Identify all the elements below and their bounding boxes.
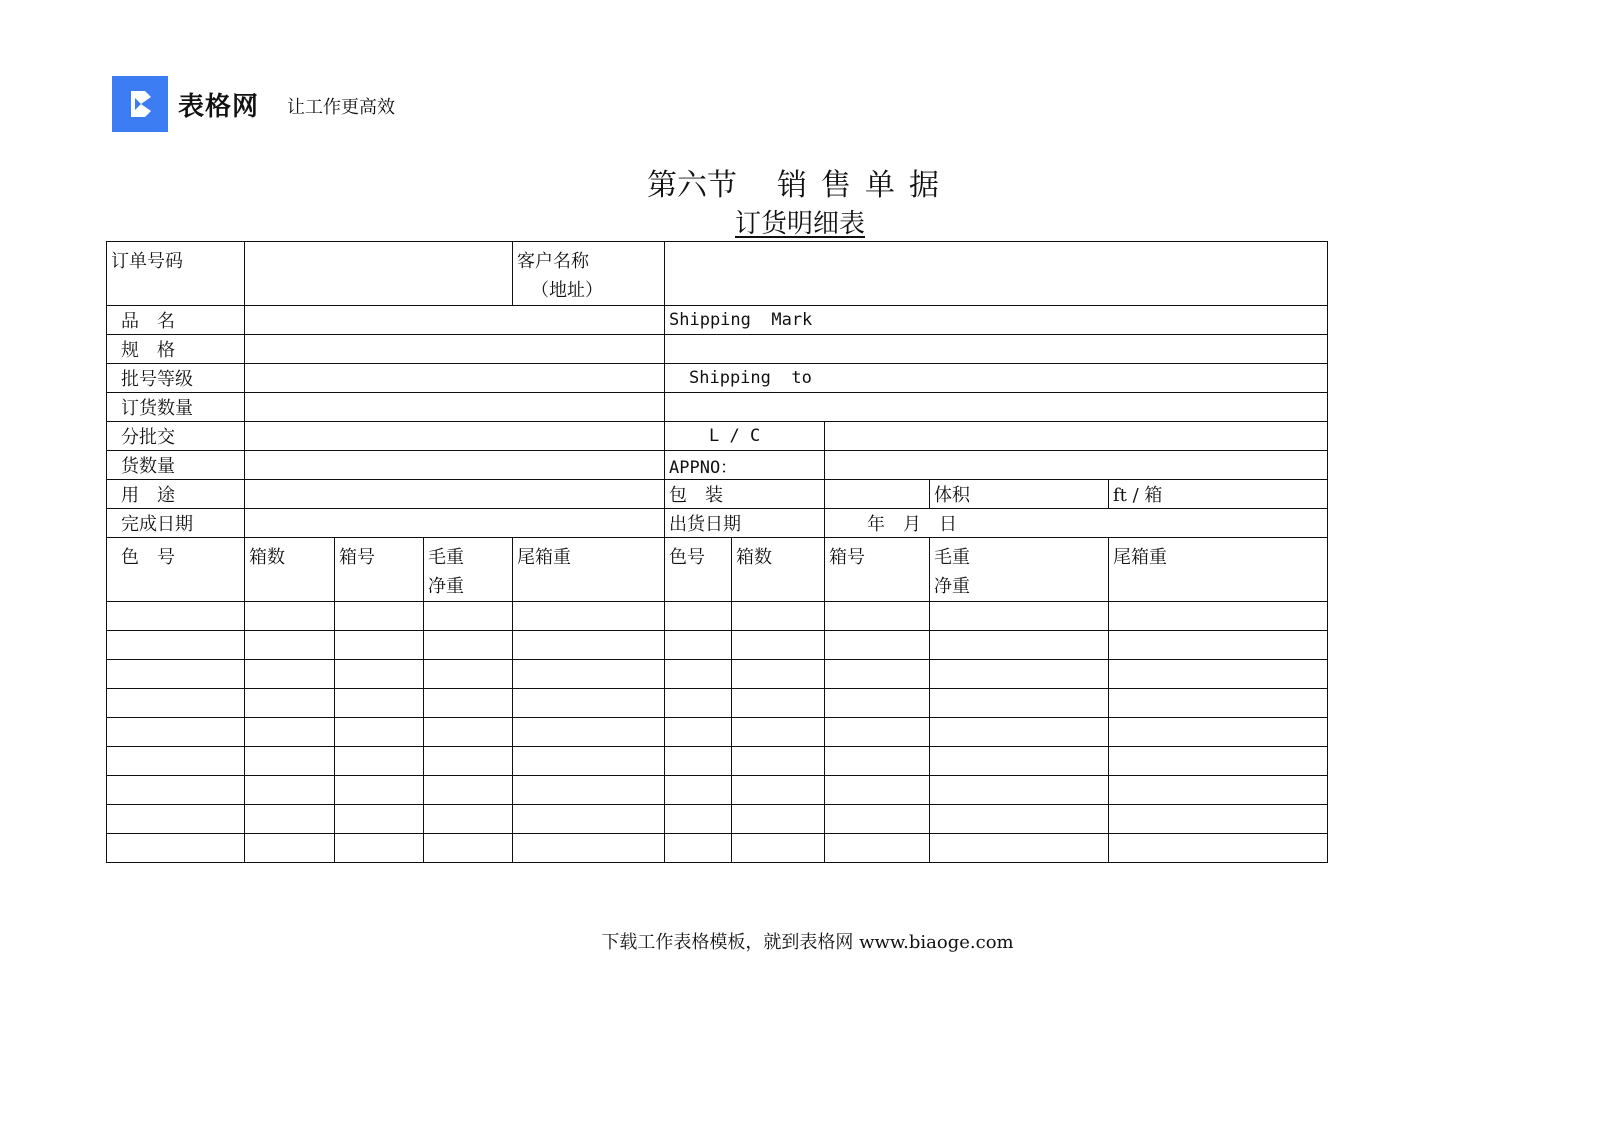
cell[interactable] [1109, 602, 1328, 631]
cell[interactable] [107, 805, 245, 834]
page-title [0, 160, 1600, 204]
cell[interactable] [930, 776, 1109, 805]
cell[interactable] [732, 747, 825, 776]
cell[interactable] [930, 747, 1109, 776]
batch-grade-field[interactable] [245, 364, 665, 393]
cell[interactable] [107, 660, 245, 689]
shipping-mark-label: Shipping Mark [665, 306, 1328, 335]
cell[interactable] [424, 718, 513, 747]
lc-label: L / C [665, 422, 825, 451]
cell[interactable] [107, 834, 245, 863]
table-row [107, 834, 1328, 863]
detail-header-row [107, 538, 1328, 602]
spec-field[interactable] [245, 335, 665, 364]
table-row [107, 393, 1328, 422]
footer-text: 下载工作表格模板，就到表格网 www.biaoge.com [601, 932, 1014, 953]
cell[interactable] [513, 660, 665, 689]
cell[interactable] [825, 689, 930, 718]
table-row [107, 660, 1328, 689]
customer-name-label [513, 242, 665, 306]
table-row [107, 718, 1328, 747]
order-qty-label: 订货数量 [107, 393, 245, 422]
cell[interactable] [930, 602, 1109, 631]
subtitle-text: 订货明细表 [734, 209, 865, 239]
cell[interactable] [335, 805, 424, 834]
cell[interactable] [1109, 776, 1328, 805]
cell[interactable] [335, 718, 424, 747]
table-row [107, 805, 1328, 834]
cell[interactable] [424, 776, 513, 805]
header-net-weight: 净重 [428, 576, 464, 597]
biaoge-logo-icon [112, 76, 168, 132]
header-gross-weight-2: 毛重 [934, 547, 970, 568]
batch-grade-label: 批号等级 [107, 364, 245, 393]
cell[interactable] [424, 689, 513, 718]
cell[interactable] [107, 776, 245, 805]
cell[interactable] [732, 660, 825, 689]
header-color-no: 色 号 [107, 538, 245, 602]
cell[interactable] [930, 834, 1109, 863]
cell[interactable] [825, 718, 930, 747]
cell[interactable] [732, 631, 825, 660]
cell[interactable] [825, 602, 930, 631]
cell[interactable] [245, 805, 335, 834]
ship-date-label: 出货日期 [665, 509, 825, 538]
cell[interactable] [930, 689, 1109, 718]
table-row [107, 689, 1328, 718]
cell[interactable] [1109, 834, 1328, 863]
cell[interactable] [335, 689, 424, 718]
customer-name-field[interactable] [665, 242, 1328, 306]
cell[interactable] [732, 689, 825, 718]
cell[interactable] [930, 660, 1109, 689]
table-row [107, 509, 1328, 538]
cell[interactable] [513, 805, 665, 834]
customer-addr-text: （地址） [531, 280, 603, 301]
cell[interactable] [1109, 718, 1328, 747]
shipping-mark-field[interactable] [665, 335, 1328, 364]
header-tail-box-weight: 尾箱重 [513, 538, 665, 602]
table-row [107, 480, 1328, 509]
cell[interactable] [335, 834, 424, 863]
table-row [107, 602, 1328, 631]
cell[interactable] [245, 747, 335, 776]
cell[interactable] [424, 747, 513, 776]
cell[interactable] [665, 747, 732, 776]
brand-slogan: 让工作更高效 [287, 97, 396, 118]
page-subtitle [0, 203, 1600, 240]
cell[interactable] [665, 689, 732, 718]
cell[interactable] [665, 776, 732, 805]
order-detail-table [106, 241, 1328, 863]
header-box-no-2: 箱号 [825, 538, 930, 602]
partial-delivery-field[interactable] [245, 422, 665, 451]
cell[interactable] [245, 776, 335, 805]
cell[interactable] [335, 602, 424, 631]
order-no-label: 订单号码 [107, 242, 245, 306]
cell[interactable] [930, 631, 1109, 660]
brand-header [112, 76, 395, 132]
cell[interactable] [825, 805, 930, 834]
cell[interactable] [930, 718, 1109, 747]
volume-label: 体积 [930, 480, 1109, 509]
cell[interactable] [513, 602, 665, 631]
cell[interactable] [665, 631, 732, 660]
table-row [107, 242, 1328, 306]
title-section: 第六节 [647, 168, 737, 203]
table-row [107, 335, 1328, 364]
appno-label: APPNO： [665, 451, 825, 480]
cell[interactable] [665, 718, 732, 747]
lc-field[interactable] [825, 422, 1328, 451]
finish-date-field[interactable] [245, 509, 665, 538]
brand-name: 表格网 [178, 91, 260, 122]
goods-qty-label: 货数量 [107, 451, 245, 480]
cell[interactable] [245, 631, 335, 660]
order-qty-field[interactable] [245, 393, 665, 422]
customer-name-text: 客户名称 [517, 251, 589, 272]
cell[interactable] [825, 660, 930, 689]
cell[interactable] [107, 689, 245, 718]
appno-field[interactable] [825, 451, 1328, 480]
cell[interactable] [424, 834, 513, 863]
cell[interactable] [1109, 747, 1328, 776]
cell[interactable] [732, 602, 825, 631]
table-row [107, 364, 1328, 393]
cell[interactable] [513, 631, 665, 660]
packing-field[interactable] [825, 480, 930, 509]
cell[interactable] [107, 747, 245, 776]
cell[interactable] [245, 834, 335, 863]
cell[interactable] [825, 834, 930, 863]
cell[interactable] [1109, 689, 1328, 718]
table-row [107, 747, 1328, 776]
cell[interactable] [107, 602, 245, 631]
cell[interactable] [335, 747, 424, 776]
header-net-weight-2: 净重 [934, 576, 970, 597]
cell[interactable] [424, 602, 513, 631]
table-row [107, 422, 1328, 451]
cell[interactable] [245, 660, 335, 689]
header-gross-weight: 毛重 [428, 547, 464, 568]
cell[interactable] [665, 805, 732, 834]
partial-delivery-label: 分批交 [107, 422, 245, 451]
cell[interactable] [335, 631, 424, 660]
cell[interactable] [513, 776, 665, 805]
table-row [107, 451, 1328, 480]
cell[interactable] [424, 631, 513, 660]
product-name-field[interactable] [245, 306, 665, 335]
cell[interactable] [1109, 805, 1328, 834]
table-row [107, 776, 1328, 805]
cell[interactable] [107, 631, 245, 660]
cell[interactable] [424, 660, 513, 689]
ship-date-field[interactable]: 年 月 日 [825, 509, 1328, 538]
cell[interactable] [825, 631, 930, 660]
cell[interactable] [245, 689, 335, 718]
header-box-count: 箱数 [245, 538, 335, 602]
cell[interactable] [513, 834, 665, 863]
header-color-no-2: 色号 [665, 538, 732, 602]
usage-field[interactable] [245, 480, 665, 509]
header-box-count-2: 箱数 [732, 538, 825, 602]
finish-date-label: 完成日期 [107, 509, 245, 538]
packing-label: 包 装 [665, 480, 825, 509]
cell[interactable] [513, 747, 665, 776]
cell[interactable] [1109, 631, 1328, 660]
cell[interactable] [424, 805, 513, 834]
cell[interactable] [665, 602, 732, 631]
cell[interactable] [825, 747, 930, 776]
cell[interactable] [732, 776, 825, 805]
header-tail-box-weight-2: 尾箱重 [1109, 538, 1328, 602]
cell[interactable] [732, 805, 825, 834]
cell[interactable] [107, 718, 245, 747]
product-name-label: 品 名 [107, 306, 245, 335]
table-row [107, 306, 1328, 335]
cell[interactable] [335, 776, 424, 805]
cell[interactable] [665, 834, 732, 863]
cell[interactable] [825, 776, 930, 805]
header-weight [424, 538, 513, 602]
usage-label: 用 途 [107, 480, 245, 509]
goods-qty-field[interactable] [245, 451, 665, 480]
cell[interactable] [732, 718, 825, 747]
cell[interactable] [335, 660, 424, 689]
cell[interactable] [245, 718, 335, 747]
cell[interactable] [245, 602, 335, 631]
order-no-field[interactable] [245, 242, 513, 306]
cell[interactable] [665, 660, 732, 689]
spec-label: 规 格 [107, 335, 245, 364]
header-weight-2 [930, 538, 1109, 602]
cell[interactable] [930, 805, 1109, 834]
cell[interactable] [1109, 660, 1328, 689]
shipping-to-field[interactable] [665, 393, 1328, 422]
ft-box-label: ft / 箱 [1109, 480, 1328, 509]
title-name: 销售单据 [777, 168, 953, 203]
shipping-to-label: Shipping to [665, 364, 1328, 393]
cell[interactable] [513, 689, 665, 718]
cell[interactable] [732, 834, 825, 863]
cell[interactable] [513, 718, 665, 747]
table-row [107, 631, 1328, 660]
header-box-no: 箱号 [335, 538, 424, 602]
